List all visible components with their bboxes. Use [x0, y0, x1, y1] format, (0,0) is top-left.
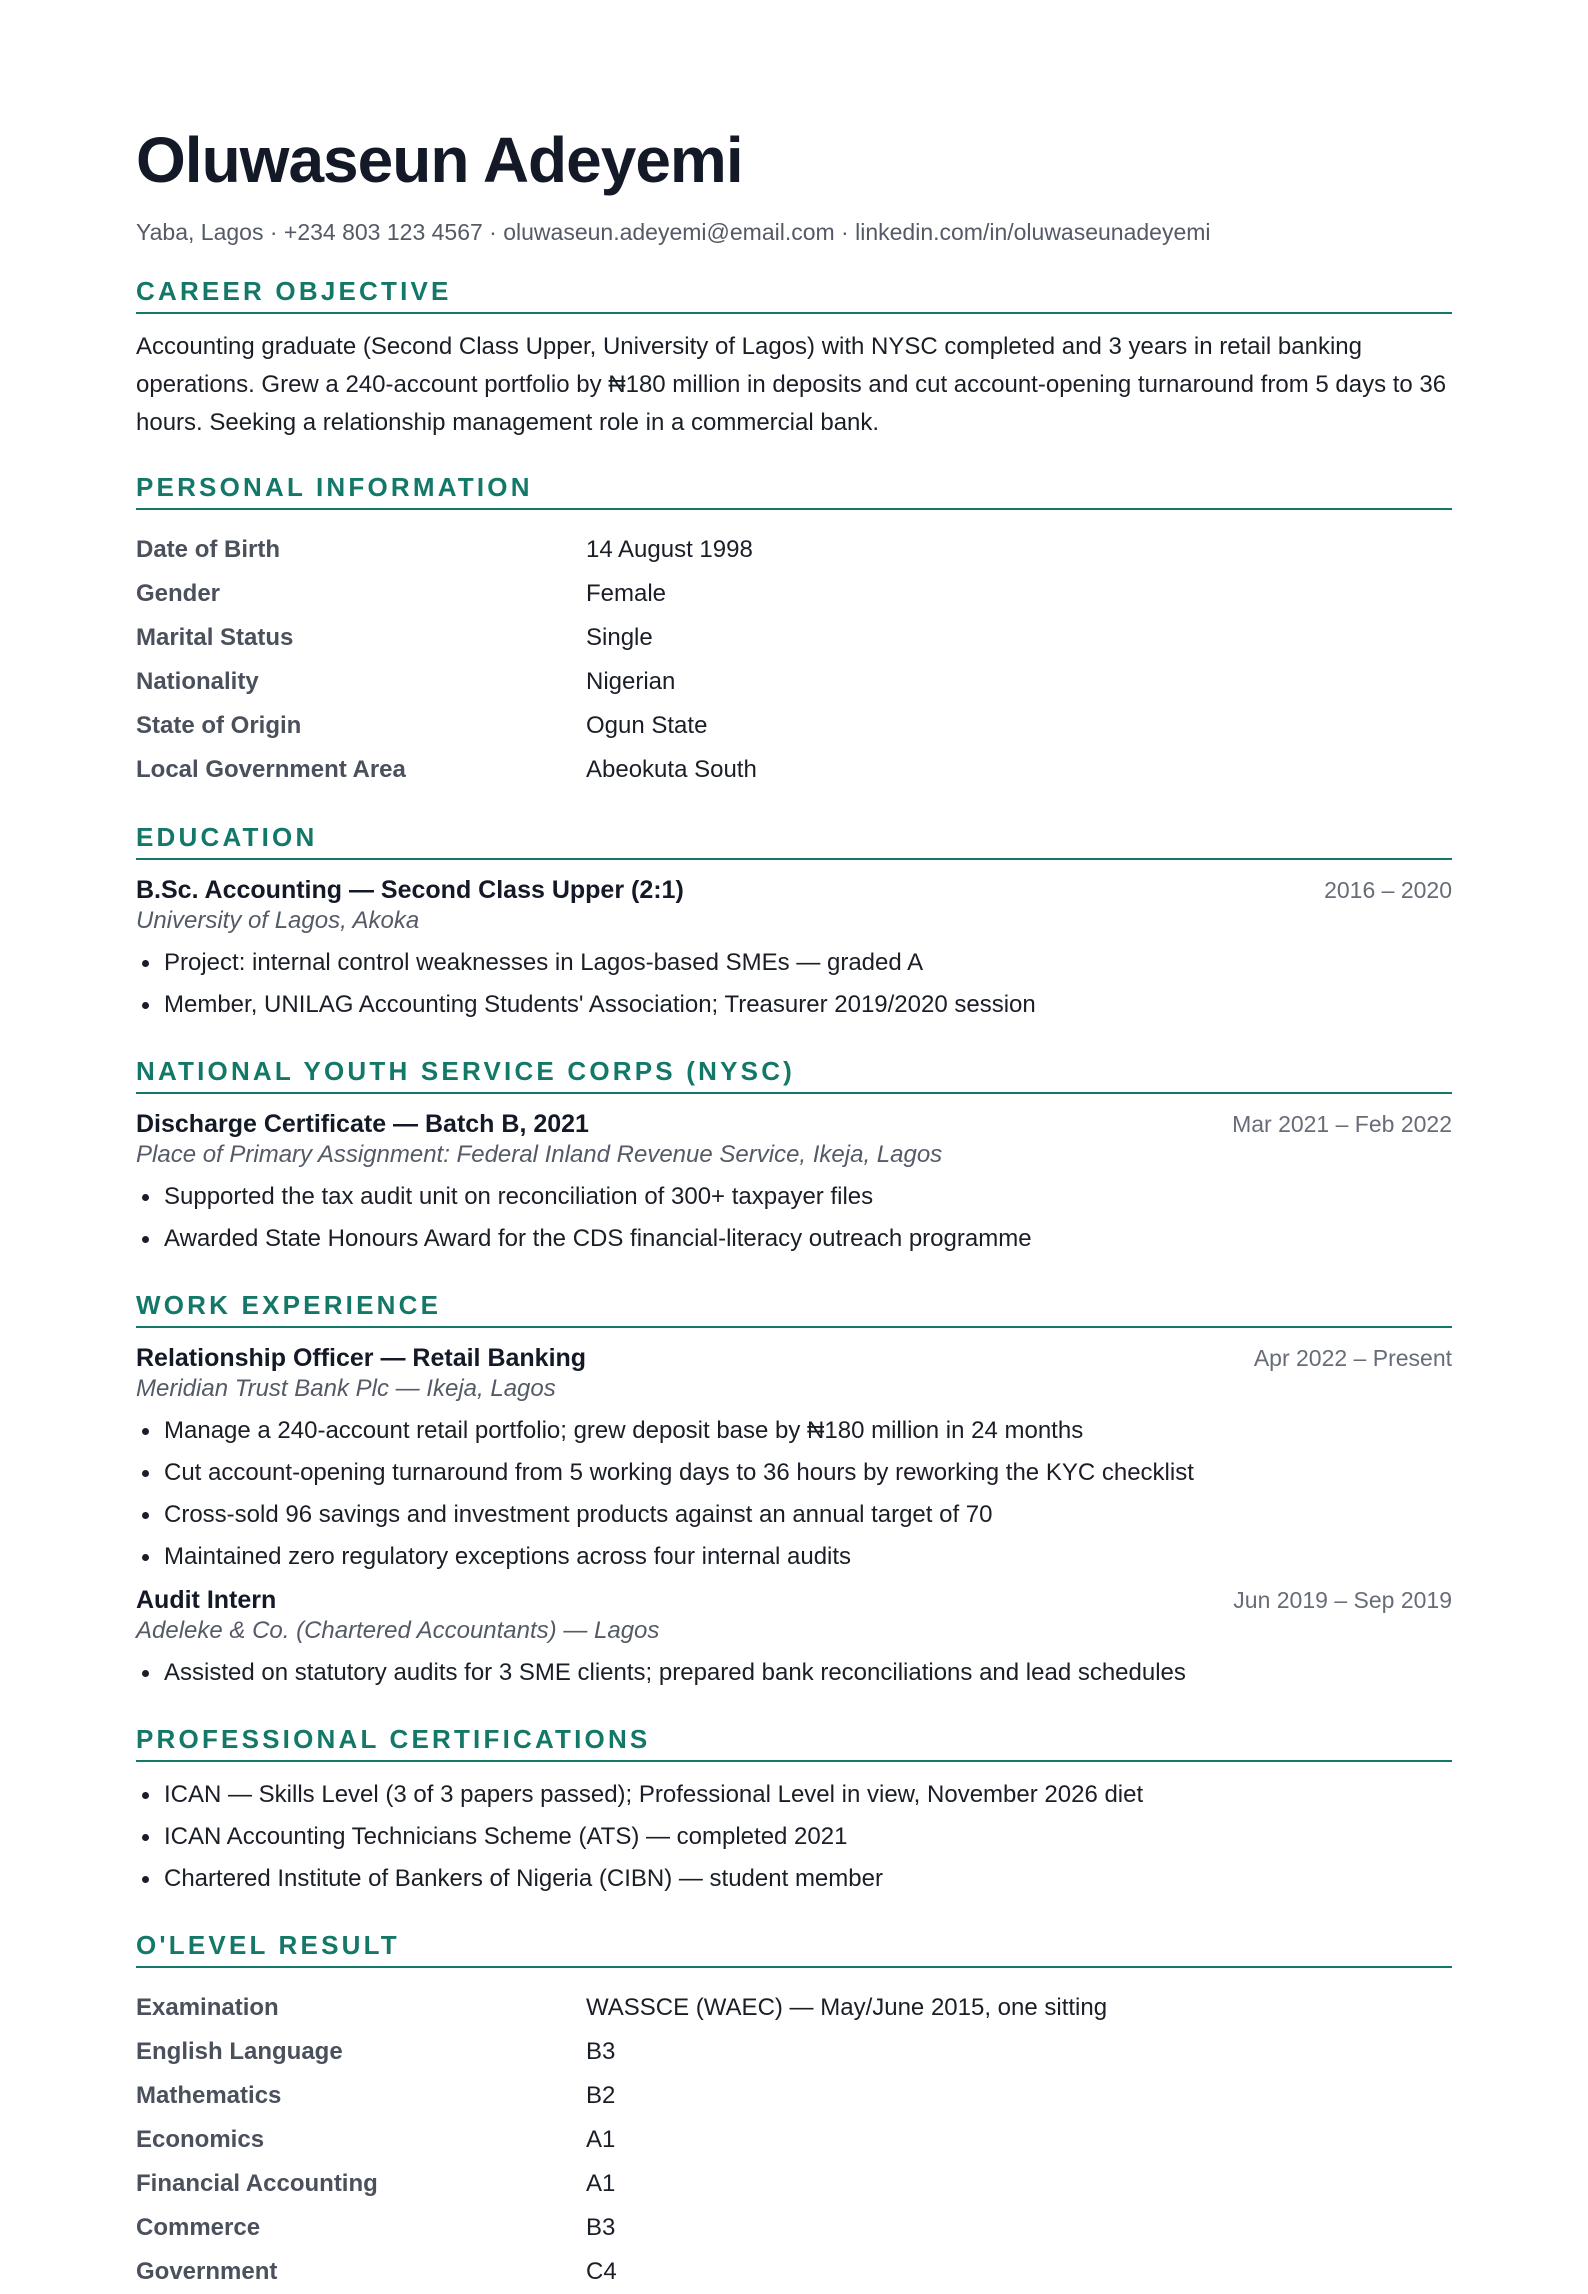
olevel-table	[136, 1986, 1452, 2294]
info-row	[136, 528, 1452, 572]
result-label: Commerce	[136, 2214, 261, 2241]
bullet-list	[136, 1410, 1452, 1578]
info-value: Nigerian	[586, 668, 676, 695]
certification-item: Chartered Institute of Bankers of Nigeria (CIBN) — student member	[136, 1858, 1452, 1900]
bullet-item: Supported the tax audit unit on reconciliation of 300+ taxpayer files	[136, 1176, 1452, 1218]
nysc-entry	[136, 1108, 1452, 1260]
personal-info-table	[136, 528, 1452, 792]
result-label: Government	[136, 2258, 278, 2285]
section-title: PERSONAL INFORMATION	[136, 472, 1452, 510]
bullet-item: Awarded State Honours Award for the CDS financial-literacy outreach programme	[136, 1218, 1452, 1260]
section-title: EDUCATION	[136, 822, 1452, 860]
entry-header	[136, 1108, 1452, 1140]
info-value: Ogun State	[586, 712, 708, 739]
entry-title: Audit Intern	[136, 1586, 277, 1614]
result-row	[136, 2030, 1452, 2074]
result-label: Financial Accounting	[136, 2170, 378, 2197]
entry-subtitle: Adeleke & Co. (Chartered Accountants) — Lagos	[136, 1617, 660, 1644]
entry-title: Discharge Certificate — Batch B, 2021	[136, 1110, 589, 1138]
result-row	[136, 2162, 1452, 2206]
entry-date: 2016 – 2020	[1324, 877, 1452, 903]
info-row	[136, 616, 1452, 660]
education-entry	[136, 874, 1452, 1026]
entry-subtitle: University of Lagos, Akoka	[136, 907, 420, 934]
bullet-item: Manage a 240-account retail portfolio; grew deposit base by ₦180 million in 24 months	[136, 1410, 1452, 1452]
info-value: Single	[586, 624, 653, 651]
result-label: Economics	[136, 2126, 265, 2153]
section-career-objective	[136, 276, 1452, 442]
entry-subtitle: Meridian Trust Bank Plc — Ikeja, Lagos	[136, 1375, 556, 1402]
bullet-item: Cross-sold 96 savings and investment products against an annual target of 70	[136, 1494, 1452, 1536]
section-certifications	[136, 1724, 1452, 1900]
entry-title: Relationship Officer — Retail Banking	[136, 1344, 587, 1372]
result-value: A1	[586, 2126, 616, 2153]
contact-line: Yaba, Lagos · +234 803 123 4567 · oluwaseun.adeyemi@email.com · linkedin.com/in/oluwaseunadeyemi	[136, 219, 1211, 245]
info-value: 14 August 1998	[586, 536, 753, 563]
candidate-name: Oluwaseun Adeyemi	[136, 124, 743, 196]
result-row	[136, 2074, 1452, 2118]
bullet-item: Cut account-opening turnaround from 5 working days to 36 hours by reworking the KYC checklist	[136, 1452, 1452, 1494]
objective-text: Accounting graduate (Second Class Upper, University of Lagos) with NYSC completed and 3 years in retail banking operations. Grew a 240-account portfolio by ₦180 million in deposits and cut account-opening turnaround from 5 days to 36 hours. Seeking a relationship management role in a commercial bank.	[136, 333, 1447, 436]
entry-subtitle: Place of Primary Assignment: Federal Inland Revenue Service, Ikeja, Lagos	[136, 1141, 943, 1168]
bullet-list	[136, 1176, 1452, 1260]
result-label: Mathematics	[136, 2082, 282, 2109]
entry-date: Mar 2021 – Feb 2022	[1232, 1111, 1452, 1137]
info-label: State of Origin	[136, 712, 302, 739]
info-value: Female	[586, 580, 667, 607]
bullet-item: Project: internal control weaknesses in Lagos-based SMEs — graded A	[136, 942, 1452, 984]
bullet-item: Member, UNILAG Accounting Students' Association; Treasurer 2019/2020 session	[136, 984, 1452, 1026]
entry-title: B.Sc. Accounting — Second Class Upper (2:1)	[136, 876, 684, 904]
section-personal-information	[136, 472, 1452, 792]
result-label: Examination	[136, 1994, 279, 2021]
work-entry	[136, 1342, 1452, 1578]
info-row	[136, 660, 1452, 704]
entry-header	[136, 1342, 1452, 1374]
result-label: English Language	[136, 2038, 343, 2065]
result-value: C4	[586, 2258, 617, 2285]
bullet-list	[136, 942, 1452, 1026]
result-row	[136, 2206, 1452, 2250]
entry-header	[136, 1584, 1452, 1616]
result-value: A1	[586, 2170, 616, 2197]
work-entry	[136, 1584, 1452, 1694]
info-label: Local Government Area	[136, 756, 406, 783]
bullet-item: Assisted on statutory audits for 3 SME clients; prepared bank reconciliations and lead schedules	[136, 1652, 1452, 1694]
bullet-item: Maintained zero regulatory exceptions across four internal audits	[136, 1536, 1452, 1578]
info-label: Nationality	[136, 668, 259, 695]
result-value: B2	[586, 2082, 616, 2109]
entry-header	[136, 874, 1452, 906]
info-row	[136, 748, 1452, 792]
section-title: CAREER OBJECTIVE	[136, 276, 1452, 314]
info-label: Gender	[136, 580, 221, 607]
result-row	[136, 1986, 1452, 2030]
section-olevel-result	[136, 1930, 1452, 2294]
result-value: WASSCE (WAEC) — May/June 2015, one sitting	[586, 1994, 1108, 2021]
section-work-experience	[136, 1290, 1452, 1694]
result-row	[136, 2250, 1452, 2294]
section-title: PROFESSIONAL CERTIFICATIONS	[136, 1724, 1452, 1762]
section-title: O'LEVEL RESULT	[136, 1930, 1452, 1968]
section-title: WORK EXPERIENCE	[136, 1290, 1452, 1328]
info-row	[136, 572, 1452, 616]
result-value: B3	[586, 2214, 616, 2241]
certification-list	[136, 1774, 1452, 1900]
info-label: Date of Birth	[136, 536, 280, 563]
info-label: Marital Status	[136, 624, 294, 651]
section-title: NATIONAL YOUTH SERVICE CORPS (NYSC)	[136, 1056, 1452, 1094]
entry-date: Jun 2019 – Sep 2019	[1233, 1587, 1452, 1613]
info-row	[136, 704, 1452, 748]
bullet-list	[136, 1652, 1452, 1694]
entry-date: Apr 2022 – Present	[1253, 1345, 1452, 1371]
certification-item: ICAN Accounting Technicians Scheme (ATS) — completed 2021	[136, 1816, 1452, 1858]
result-row	[136, 2118, 1452, 2162]
section-education	[136, 822, 1452, 1026]
info-value: Abeokuta South	[586, 756, 757, 783]
certification-item: ICAN — Skills Level (3 of 3 papers passed); Professional Level in view, November 2026 diet	[136, 1774, 1452, 1816]
result-value: B3	[586, 2038, 616, 2065]
section-nysc	[136, 1056, 1452, 1260]
